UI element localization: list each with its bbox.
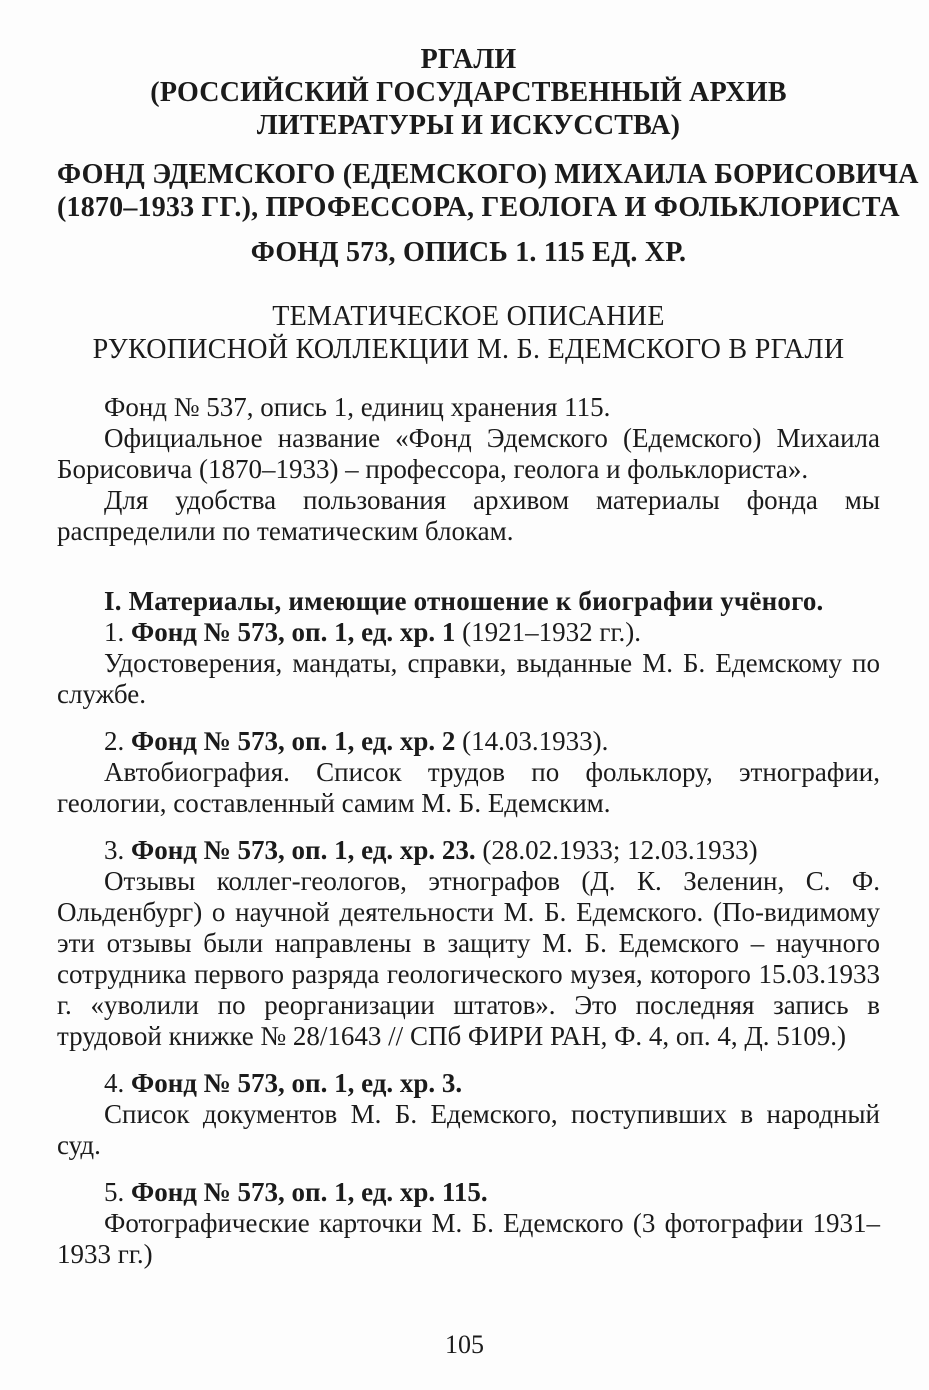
fond-reference bbox=[57, 236, 880, 269]
item-number: 1. bbox=[104, 617, 125, 647]
section-heading: I. Материалы, имеющие отношение к биографии учёного. bbox=[104, 586, 824, 616]
page-number: 105 bbox=[445, 1330, 484, 1359]
item-fond-reference: Фонд № 573, оп. 1, ед. хр. 115. bbox=[131, 1177, 488, 1207]
item-number: 4. bbox=[104, 1068, 125, 1098]
archive-title-line: ЛИТЕРАТУРЫ И ИСКУССТВА) bbox=[256, 110, 681, 141]
fond-title-line: (1870–1933 ГГ.), ПРОФЕССОРА, ГЕОЛОГА И ФОЛЬКЛОРИСТА bbox=[57, 192, 900, 223]
item-heading bbox=[57, 1177, 880, 1208]
item-fond-reference: Фонд № 573, оп. 1, ед. хр. 1 bbox=[131, 617, 456, 647]
item-number: 5. bbox=[104, 1177, 125, 1207]
intro-paragraph: Фонд № 537, опись 1, единиц хранения 115. bbox=[104, 392, 611, 422]
item-date-suffix: (1921–1932 гг.). bbox=[455, 617, 641, 647]
archive-title-line: РГАЛИ bbox=[420, 44, 517, 75]
item-heading bbox=[57, 1068, 880, 1099]
item-heading bbox=[57, 617, 880, 648]
intro-paragraphs bbox=[57, 392, 880, 547]
intro-paragraph: Официальное название «Фонд Эдемского (Едемского) Михаила Борисовича (1870–1933) – профессора, геолога и фольклориста». bbox=[57, 423, 880, 484]
item-description: Фотографические карточки М. Б. Едемского (3 фотографии 1931–1933 гг.) bbox=[57, 1208, 880, 1269]
item-description: Автобиография. Список трудов по фольклору, этнографии, геологии, составленный самим М. Б. Едемским. bbox=[57, 757, 880, 818]
catalog-item bbox=[57, 1068, 880, 1161]
archive-title bbox=[57, 43, 880, 142]
subtitle-line: ТЕМАТИЧЕСКОЕ ОПИСАНИЕ bbox=[272, 301, 665, 332]
catalog-item bbox=[57, 1177, 880, 1270]
fond-title bbox=[57, 158, 919, 224]
fond-title-line: ФОНД ЭДЕМСКОГО (ЕДЕМСКОГО) МИХАИЛА БОРИСОВИЧА bbox=[57, 159, 919, 190]
thematic-subtitle bbox=[57, 300, 880, 366]
archive-title-line: (РОССИЙСКИЙ ГОСУДАРСТВЕННЫЙ АРХИВ bbox=[150, 77, 787, 108]
item-date-suffix: (28.02.1933; 12.03.1933) bbox=[475, 835, 758, 865]
item-heading bbox=[57, 835, 880, 866]
item-heading bbox=[57, 726, 880, 757]
subtitle-line: РУКОПИСНОЙ КОЛЛЕКЦИИ М. Б. ЕДЕМСКОГО В РГАЛИ bbox=[92, 334, 845, 365]
item-date-suffix: (14.03.1933). bbox=[455, 726, 609, 756]
page-content bbox=[57, 0, 919, 1270]
catalog-items bbox=[57, 617, 880, 1270]
item-description: Отзывы коллег-геологов, этнографов (Д. К. Зеленин, С. Ф. Ольденбург) о научной деятельности М. Б. Едемского. (По-видимому эти отзывы были направлены в защиту М. Б. Едемского – научного сотрудника первого разряда геологического музея, которого 15.03.1933 г. «уволили по реорганизации штатов». Это последняя запись в трудовой книжке № 28/1643 // СПб ФИРИ РАН, Ф. 4, оп. 4, Д. 5109.) bbox=[57, 866, 880, 1051]
item-fond-reference: Фонд № 573, оп. 1, ед. хр. 2 bbox=[131, 726, 456, 756]
item-fond-reference: Фонд № 573, оп. 1, ед. хр. 23. bbox=[131, 835, 476, 865]
catalog-item bbox=[57, 835, 880, 1052]
item-fond-reference: Фонд № 573, оп. 1, ед. хр. 3. bbox=[131, 1068, 463, 1098]
item-number: 2. bbox=[104, 726, 125, 756]
item-number: 3. bbox=[104, 835, 125, 865]
item-description: Список документов М. Б. Едемского, поступивших в народный суд. bbox=[57, 1099, 880, 1160]
fond-reference-line: ФОНД 573, ОПИСЬ 1. 115 ЕД. ХР. bbox=[250, 237, 687, 268]
document-body bbox=[57, 392, 880, 1270]
intro-paragraph: Для удобства пользования архивом материалы фонда мы распределили по тематическим блокам. bbox=[57, 485, 880, 546]
catalog-item bbox=[57, 617, 880, 710]
catalog-item bbox=[57, 726, 880, 819]
item-description: Удостоверения, мандаты, справки, выданные М. Б. Едемскому по службе. bbox=[57, 648, 880, 709]
